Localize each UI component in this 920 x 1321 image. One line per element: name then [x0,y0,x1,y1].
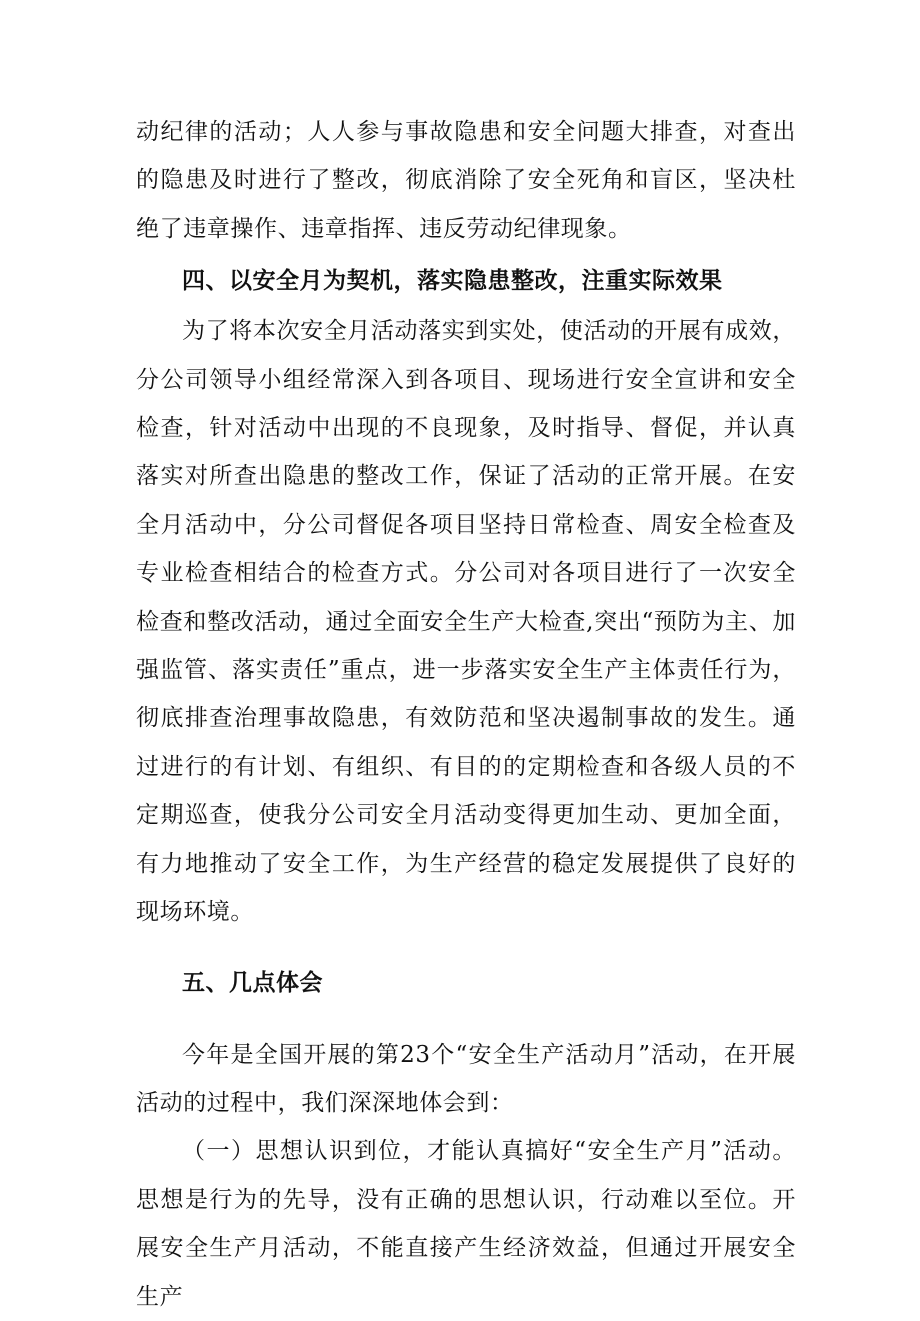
document-body [136,108,796,1321]
section-heading-4: 四、以安全月为契机，落实隐患整改，注重实际效果 [182,268,723,295]
paragraph-safety-month-implementation: 为了将本次安全月活动落实到实处，使活动的开展有成效，分公司领导小组经常深入到各项目、现场进行安全宣讲和安全检查，针对活动中出现的不良现象，及时指导、督促，并认真落实对所查出隐患的整改工作，保证了活动的正常开展。在安全月活动中，分公司督促各项目坚持日常检查、周安全检查及专业检查相结合的检查方式。分公司对各项目进行了一次安全检查和整改活动，通过全面安全生产大检查,突出“预防为主、加强监管、落实责任”重点，进一步落实安全生产主体责任行为，彻底排查治理事故隐患，有效防范和坚决遏制事故的发生。通过进行的有计划、有组织、有目的的定期检查和各级人员的不定期巡查，使我分公司安全月活动变得更加生动、更加全面，有力地推动了安全工作，为生产经营的稳定发展提供了良好的现场环境。 [136,318,796,926]
section-heading-5: 五、几点体会 [182,969,323,996]
paragraph-experience-intro: 今年是全国开展的第23个“安全生产活动月”活动，在开展活动的过程中，我们深深地体会到： [136,1041,796,1116]
paragraph-labor-discipline: 动纪律的活动；人人参与事故隐患和安全问题大排查，对查出的隐患及时进行了整改，彻底消除了安全死角和盲区，坚决杜绝了违章操作、违章指挥、违反劳动纪律现象。 [136,119,796,242]
paragraph-point-one: （一）思想认识到位，才能认真搞好“安全生产月”活动。思想是行为的先导，没有正确的思想认识，行动难以至位。开展安全生产月活动，不能直接产生经济效益，但通过开展安全生产 [136,1138,796,1310]
